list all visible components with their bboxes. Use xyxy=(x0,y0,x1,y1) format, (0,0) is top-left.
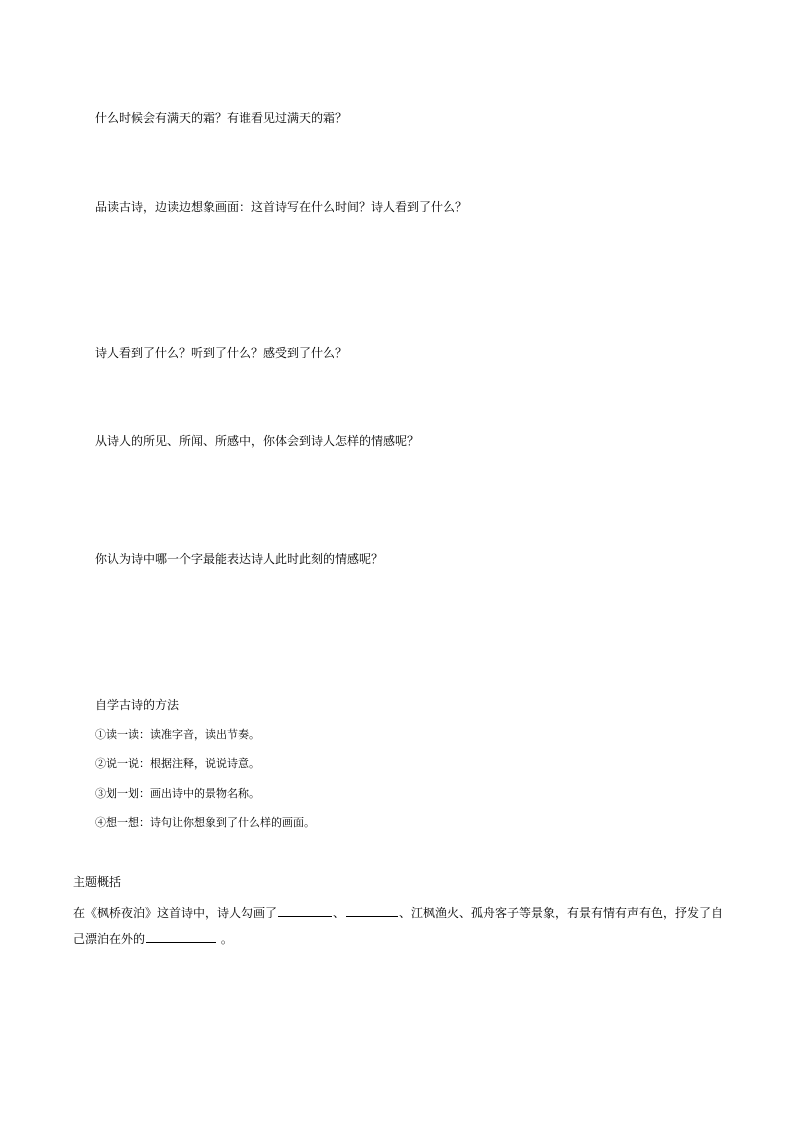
method-title: 自学古诗的方法 xyxy=(95,698,180,712)
summary-body xyxy=(73,900,733,952)
method-step-2: ②说一说：根据注释，说说诗意。 xyxy=(95,757,260,770)
summary-title: 主题概括 xyxy=(73,875,122,889)
question-1: 什么时候会有满天的霜？有谁看见过满天的霜？ xyxy=(95,111,348,125)
summary-text-2: 、江枫渔火、孤舟客子等景象，有景有情有声有色，抒发了自己漂泊在外的 xyxy=(73,906,724,946)
summary-text-1: 在《枫桥夜泊》这首诗中，诗人勾画了 xyxy=(73,906,278,920)
question-5: 你认为诗中哪一个字最能表达诗人此时此刻的情感呢？ xyxy=(95,552,384,566)
method-step-3: ③划一划：画出诗中的景物名称。 xyxy=(95,787,260,800)
question-4: 从诗人的所见、所闻、所感中，你体会到诗人怎样的情感呢？ xyxy=(95,434,420,448)
question-3: 诗人看到了什么？听到了什么？感受到了什么？ xyxy=(95,346,348,360)
method-step-1: ①读一读：读准字音，读出节奏。 xyxy=(95,728,260,741)
summary-separator: 、 xyxy=(333,906,346,920)
summary-end: 。 xyxy=(217,932,233,946)
answer-blank-2[interactable] xyxy=(346,903,398,917)
answer-blank-1[interactable] xyxy=(278,903,332,917)
answer-blank-3[interactable] xyxy=(146,929,216,943)
method-step-4: ④想一想：诗句让你想象到了什么样的画面。 xyxy=(95,816,315,829)
question-2: 品读古诗，边读边想象画面：这首诗写在什么时间？诗人看到了什么？ xyxy=(95,200,468,214)
